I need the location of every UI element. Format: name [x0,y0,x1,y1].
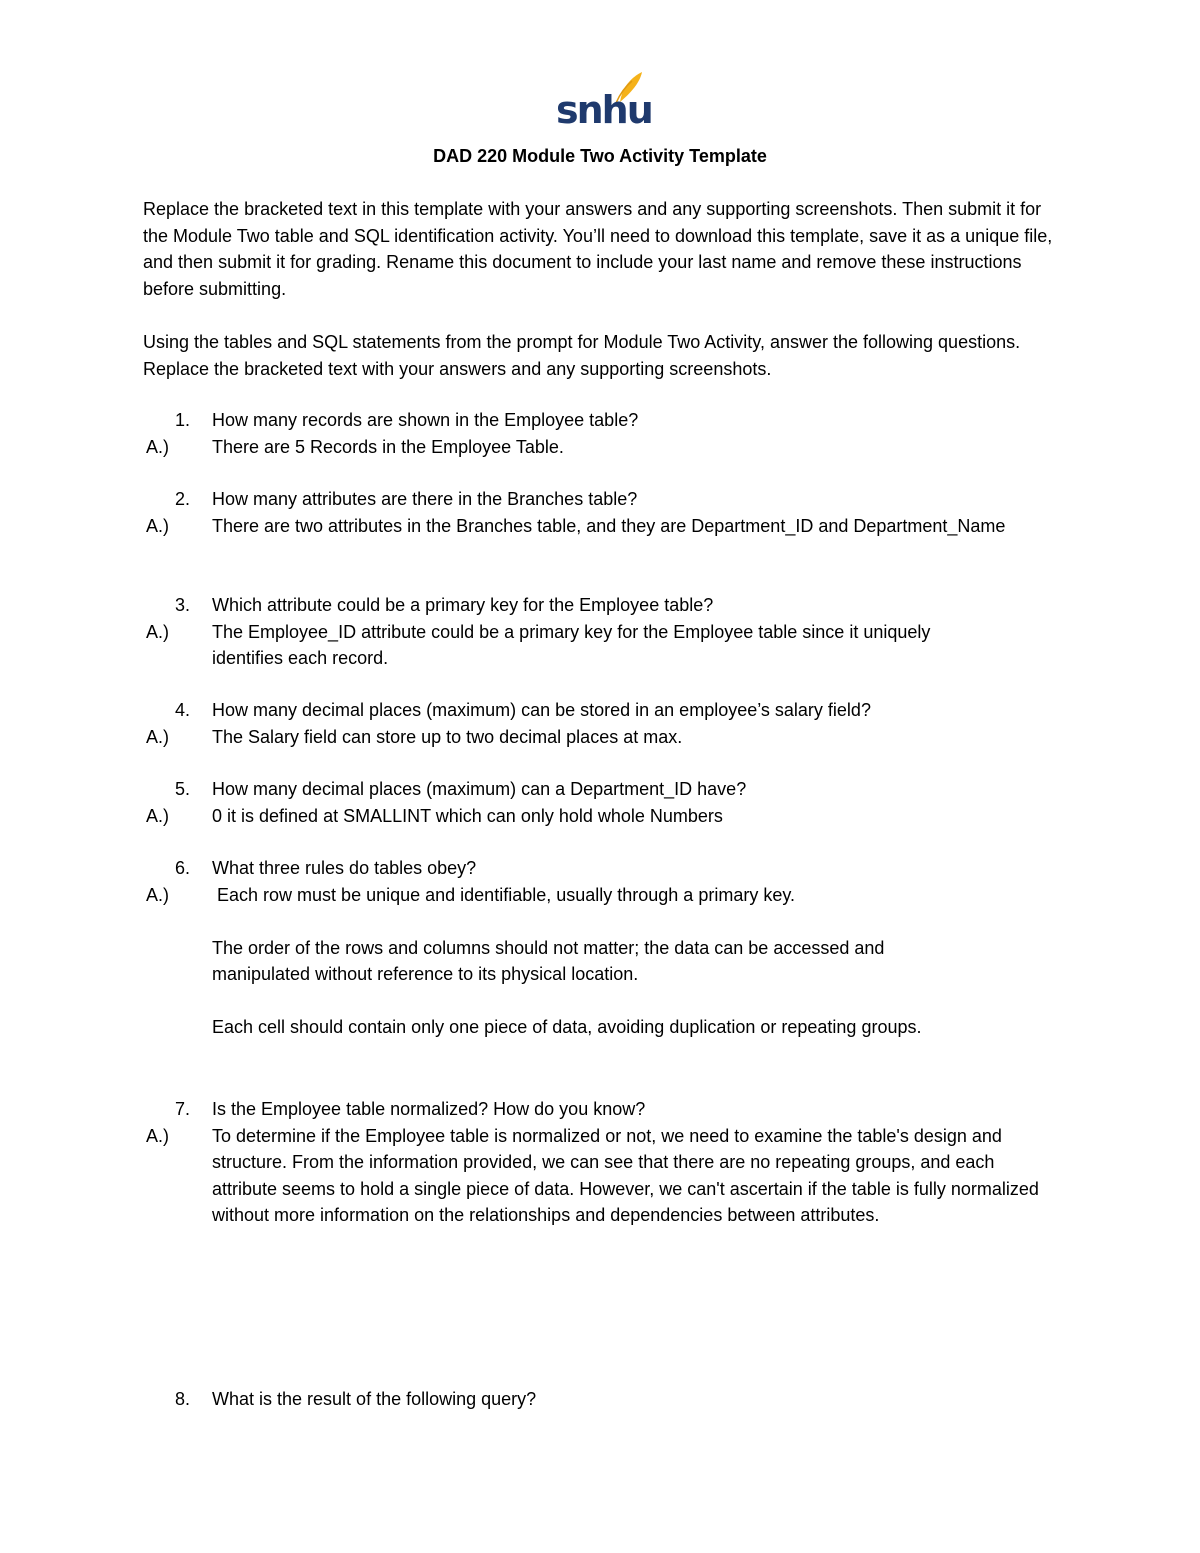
question-block-6 [143,855,1057,1041]
question-5 [143,776,1057,803]
answer-text: To determine if the Employee table is normalized or not, we need to examine the table's design and structure. From the information provided, we can see that there are no repeating groups, and each attribute seems to hold a single piece of data. However, we can't ascertain if the table is fully normalized without more information on the relationships and dependencies between attributes. [212,1125,1039,1225]
answer-5 [143,803,1057,830]
question-block-3 [143,592,1057,672]
question-number: 2. [175,489,191,509]
answer-1 [143,434,1057,461]
answer-3 [143,619,1057,672]
question-block-8 [143,1386,1057,1413]
question-number: 3. [175,595,191,615]
answer-text: There are 5 Records in the Employee Table. [212,436,564,457]
question-text: What three rules do tables obey? [212,858,477,878]
answer-2 [143,513,1057,540]
question-7 [143,1096,1057,1123]
question-text: How many decimal places (maximum) can be stored in an employee’s salary field? [212,700,871,720]
answer-marker: A.) [146,515,170,536]
question-2 [143,486,1057,513]
answer-marker: A.) [146,621,170,642]
question-number: 1. [175,410,191,430]
question-6 [143,855,1057,882]
answer-text: The Salary field can store up to two decimal places at max. [212,726,683,747]
question-text: Which attribute could be a primary key for the Employee table? [212,595,714,615]
question-number: 8. [175,1389,191,1409]
question-number: 7. [175,1099,191,1119]
question-block-4 [143,697,1057,750]
answer-6 [143,882,1057,1041]
answer-7 [143,1123,1057,1229]
question-block-7 [143,1096,1057,1229]
question-8 [143,1386,1057,1413]
question-block-2 [143,486,1057,539]
answer-text: There are two attributes in the Branches table, and they are Department_ID and Department_Name [212,515,1006,536]
answer-text: The Employee_ID attribute could be a primary key for the Employee table since it uniquely identifies each record. [212,621,931,668]
question-3 [143,592,1057,619]
answer-text: Each row must be unique and identifiable, usually through a primary key. [212,884,796,905]
answer-4 [143,724,1057,751]
question-text: How many records are shown in the Employee table? [212,410,639,430]
answer-text: 0 it is defined at SMALLINT which can only hold whole Numbers [212,805,723,826]
answer-text: Each cell should contain only one piece of data, avoiding duplication or repeating groups. [212,1017,922,1037]
answer-marker: A.) [146,436,170,457]
answer-marker: A.) [146,726,170,747]
question-text: How many decimal places (maximum) can a Department_ID have? [212,779,747,799]
answer-marker: A.) [146,1125,170,1146]
question-number: 4. [175,700,191,720]
question-block-5 [143,776,1057,829]
answer-text: The order of the rows and columns should not matter; the data can be accessed and manipulated without reference to its physical location. [212,937,885,984]
page-title: DAD 220 Module Two Activity Template [433,146,767,166]
answer-marker: A.) [146,805,170,826]
question-text: Is the Employee table normalized? How do you know? [212,1099,646,1119]
question-1 [143,407,1057,434]
question-text: What is the result of the following query? [212,1389,537,1409]
question-4 [143,697,1057,724]
snhu-logo [556,70,652,132]
logo-wordmark: snhu [556,88,652,132]
answer-marker: A.) [146,884,170,905]
question-number: 6. [175,858,191,878]
question-text: How many attributes are there in the Branches table? [212,489,638,509]
question-number: 5. [175,779,191,799]
instructions-paragraph: Replace the bracketed text in this template with your answers and any supporting screenshots. Then submit it for the Module Two table and SQL identification activity. You’ll need to download this template, save it as a unique file, and then submit it for grading. Rename this document to include your last name and remove these instructions before submitting. [143,199,1053,299]
prompt-paragraph: Using the tables and SQL statements from the prompt for Module Two Activity, answer the following questions. Replace the bracketed text with your answers and any supporting screenshots. [143,332,1021,379]
question-block-1 [143,407,1057,460]
